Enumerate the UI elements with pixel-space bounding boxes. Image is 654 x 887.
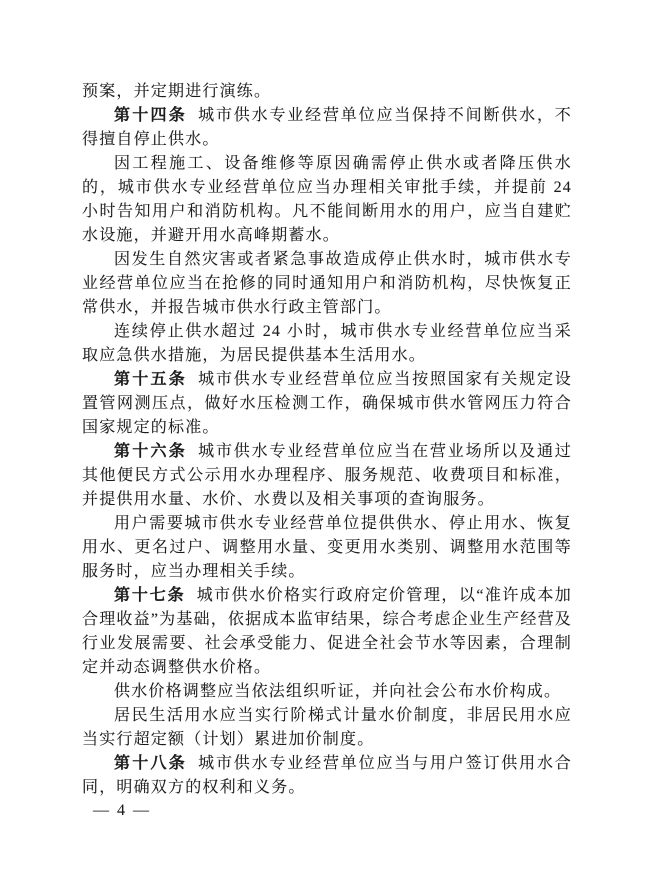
paragraph-text: 因工程施工、设备维修等原因确需停止供水或者降压供水的，城市供水专业经营单位应当办理相关审批手续，并提前 24 小时告知用户和消防机构。凡不能间断用水的用户，应当自建贮水设施，并避开用水高峰期蓄水。 [82,155,572,244]
paragraph-text: 城市供水专业经营单位应当按照国家有关规定设置管网测压点，做好水压检测工作，确保城市供水管网压力符合国家规定的标准。 [82,371,572,436]
paragraph [82,680,572,704]
paragraph-text: 用户需要城市供水专业经营单位提供供水、停止用水、恢复用水、更名过户、调整用水量、变更用水类别、调整用水范围等服务时，应当办理相关手续。 [82,515,572,580]
paragraph [82,752,572,800]
page-number-footer: — 4 — [93,802,151,819]
paragraph-text: 城市供水专业经营单位应当在营业场所以及通过其他便民方式公示用水办理程序、服务规范、收费项目和标准，并提供用水量、水价、水费以及相关事项的查询服务。 [82,443,572,508]
paragraph-text: 城市供水专业经营单位应当保持不间断供水，不得擅自停止供水。 [82,107,572,148]
document-body [82,80,572,800]
paragraph [82,368,572,440]
article-number: 第十四条 [114,107,187,124]
paragraph-text: 城市供水价格实行政府定价管理，以“准许成本加合理收益”为基础，依据成本监审结果，综合考虑企业生产经营及行业发展需要、社会承受能力、促进全社会节水等因素，合理制定并动态调整供水价格。 [82,587,572,676]
paragraph-text: 城市供水专业经营单位应当与用户签订供用水合同，明确双方的权利和义务。 [82,755,572,796]
paragraph [82,248,572,320]
paragraph [82,440,572,512]
paragraph-text: 连续停止供水超过 24 小时，城市供水专业经营单位应当采取应急供水措施，为居民提供基本生活用水。 [82,323,572,364]
paragraph [82,320,572,368]
paragraph-text: 预案，并定期进行演练。 [82,83,272,100]
article-number: 第十五条 [114,371,187,388]
paragraph [82,512,572,584]
paragraph [82,104,572,152]
article-number: 第十八条 [114,755,187,772]
article-number: 第十六条 [114,443,187,460]
paragraph-text: 供水价格调整应当依法组织听证，并向社会公布水价构成。 [114,683,562,700]
paragraph-text: 居民生活用水应当实行阶梯式计量水价制度，非居民用水应当实行超定额（计划）累进加价制度。 [82,707,572,748]
paragraph [82,584,572,680]
paragraph [82,152,572,248]
paragraph-text: 因发生自然灾害或者紧急事故造成停止供水时，城市供水专业经营单位应当在抢修的同时通知用户和消防机构，尽快恢复正常供水，并报告城市供水行政主管部门。 [82,251,572,316]
article-number: 第十七条 [114,587,186,604]
paragraph [82,704,572,752]
paragraph [82,80,572,104]
